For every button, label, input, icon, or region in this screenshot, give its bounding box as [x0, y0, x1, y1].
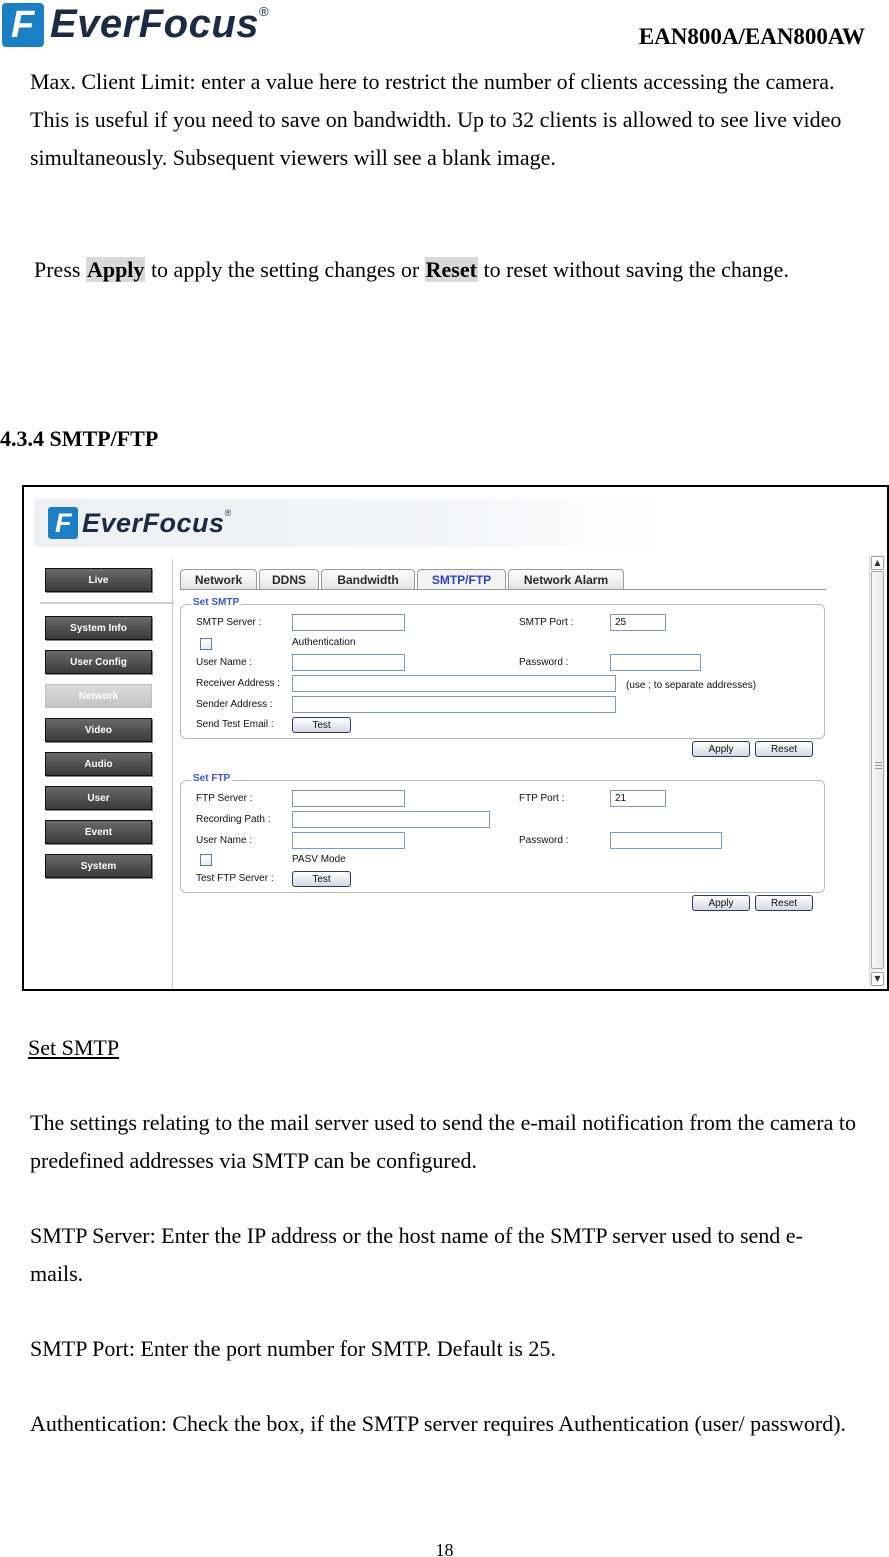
set-ftp-group — [180, 773, 825, 893]
ftp-port-label: FTP Port : — [519, 793, 565, 804]
model-number: EAN800A/EAN800AW — [638, 24, 865, 49]
smtp-username-label: User Name : — [196, 657, 253, 668]
mid-text: to apply the setting changes or — [145, 257, 425, 282]
nav-audio[interactable]: Audio — [45, 752, 152, 776]
scroll-down-icon[interactable]: ▼ — [871, 972, 884, 986]
smtp-username-input[interactable] — [292, 654, 405, 671]
reset-term: Reset — [425, 257, 477, 282]
authentication-description: Authentication: Check the box, if the SMTP server requires Authentication (user/ password). — [30, 1411, 847, 1436]
ftp-reset-button[interactable]: Reset — [755, 895, 813, 911]
ftp-password-label: Password : — [519, 835, 569, 846]
tab-network[interactable]: Network — [180, 569, 257, 589]
authentication-label: Authentication — [292, 637, 356, 648]
tab-smtp-ftp[interactable]: SMTP/FTP — [417, 569, 506, 589]
smtp-ftp-screenshot — [22, 485, 889, 991]
smtp-port-input[interactable]: 25 — [610, 614, 666, 631]
smtp-password-input[interactable] — [610, 654, 701, 671]
authentication-checkbox[interactable] — [200, 638, 212, 650]
nav-video[interactable]: Video — [45, 718, 152, 742]
smtp-port-label: SMTP Port : — [519, 617, 574, 628]
smtp-server-description: SMTP Server: Enter the IP address or the host name of the SMTP server used to send e-mails. — [30, 1223, 803, 1286]
page-number: 18 — [435, 1540, 454, 1557]
recording-path-label: Recording Path : — [196, 814, 271, 825]
logo-f-icon: F — [2, 3, 44, 47]
screenshot-logo — [48, 507, 231, 539]
set-smtp-intro: The settings relating to the mail server used to send the e-mail notification from the camera to predefined addresses via SMTP can be configured. — [30, 1110, 856, 1173]
ftp-port-input[interactable]: 21 — [610, 790, 666, 807]
tab-ddns[interactable]: DDNS — [259, 569, 319, 589]
logo-text: EverFocus — [50, 2, 260, 46]
test-ftp-server-label: Test FTP Server : — [196, 873, 274, 884]
press-text: Press — [34, 257, 86, 282]
nav-user[interactable]: User — [45, 786, 152, 810]
apply-term: Apply — [86, 257, 145, 282]
test-ftp-server-button[interactable]: Test — [292, 871, 351, 887]
nav-event[interactable]: Event — [45, 820, 152, 844]
nav-network[interactable]: Network — [45, 684, 152, 708]
ftp-apply-button[interactable]: Apply — [692, 895, 750, 911]
receiver-address-label: Receiver Address : — [196, 678, 280, 689]
smtp-port-description: SMTP Port: Enter the port number for SMTP. Default is 25. — [30, 1336, 556, 1361]
set-smtp-group — [180, 597, 825, 739]
sender-address-label: Sender Address : — [196, 699, 273, 710]
tab-underline — [180, 589, 826, 590]
vertical-scrollbar[interactable] — [869, 555, 885, 987]
ftp-username-input[interactable] — [292, 832, 405, 849]
nav-system-info[interactable]: System Info — [45, 616, 152, 640]
nav-divider — [40, 602, 174, 604]
send-test-email-button[interactable]: Test — [292, 717, 351, 733]
smtp-password-label: Password : — [519, 657, 569, 668]
screenshot-logo-f-icon: F — [48, 507, 78, 539]
smtp-reset-button[interactable]: Reset — [755, 741, 813, 757]
nav-system[interactable]: System — [45, 854, 152, 878]
ftp-server-input[interactable] — [292, 790, 405, 807]
smtp-server-input[interactable] — [292, 614, 405, 631]
scroll-thumb[interactable] — [871, 571, 884, 969]
receiver-address-input[interactable] — [292, 675, 616, 692]
sender-address-input[interactable] — [292, 696, 616, 713]
tab-bandwidth[interactable]: Bandwidth — [321, 569, 415, 589]
end-text: to reset without saving the change. — [477, 257, 789, 282]
section-title: 4.3.4 SMTP/FTP — [0, 426, 159, 451]
ftp-username-label: User Name : — [196, 835, 253, 846]
ftp-password-input[interactable] — [610, 832, 722, 849]
send-test-email-label: Send Test Email : — [196, 719, 274, 730]
screenshot-logo-registered: ® — [224, 508, 232, 518]
apply-reset-paragraph — [34, 251, 824, 289]
set-ftp-legend: Set FTP — [193, 773, 231, 784]
smtp-apply-button[interactable]: Apply — [692, 741, 750, 757]
set-smtp-heading: Set SMTP — [28, 1035, 120, 1060]
pasv-mode-label: PASV Mode — [292, 854, 346, 865]
nav-user-config[interactable]: User Config — [45, 650, 152, 674]
ftp-server-label: FTP Server : — [196, 793, 253, 804]
tab-network-alarm[interactable]: Network Alarm — [508, 569, 624, 589]
screenshot-logo-text: EverFocus — [82, 507, 225, 538]
receiver-address-hint: (use ; to separate addresses) — [626, 680, 757, 691]
recording-path-input[interactable] — [292, 811, 490, 828]
scroll-up-icon[interactable]: ▲ — [871, 556, 884, 570]
logo-registered: ® — [259, 4, 269, 19]
pasv-mode-checkbox[interactable] — [200, 854, 212, 866]
scroll-grip-icon — [875, 762, 882, 769]
set-smtp-legend: Set SMTP — [193, 597, 240, 608]
everfocus-logo — [2, 2, 269, 47]
nav-live[interactable]: Live — [45, 568, 152, 592]
smtp-server-label: SMTP Server : — [196, 617, 262, 628]
max-client-paragraph: Max. Client Limit: enter a value here to restrict the number of clients accessing the camera. This is useful if you need to save on bandwidth. Up to 32 clients is allowed to see live video simultaneously. Subsequent viewers will see a blank image. — [30, 69, 842, 170]
